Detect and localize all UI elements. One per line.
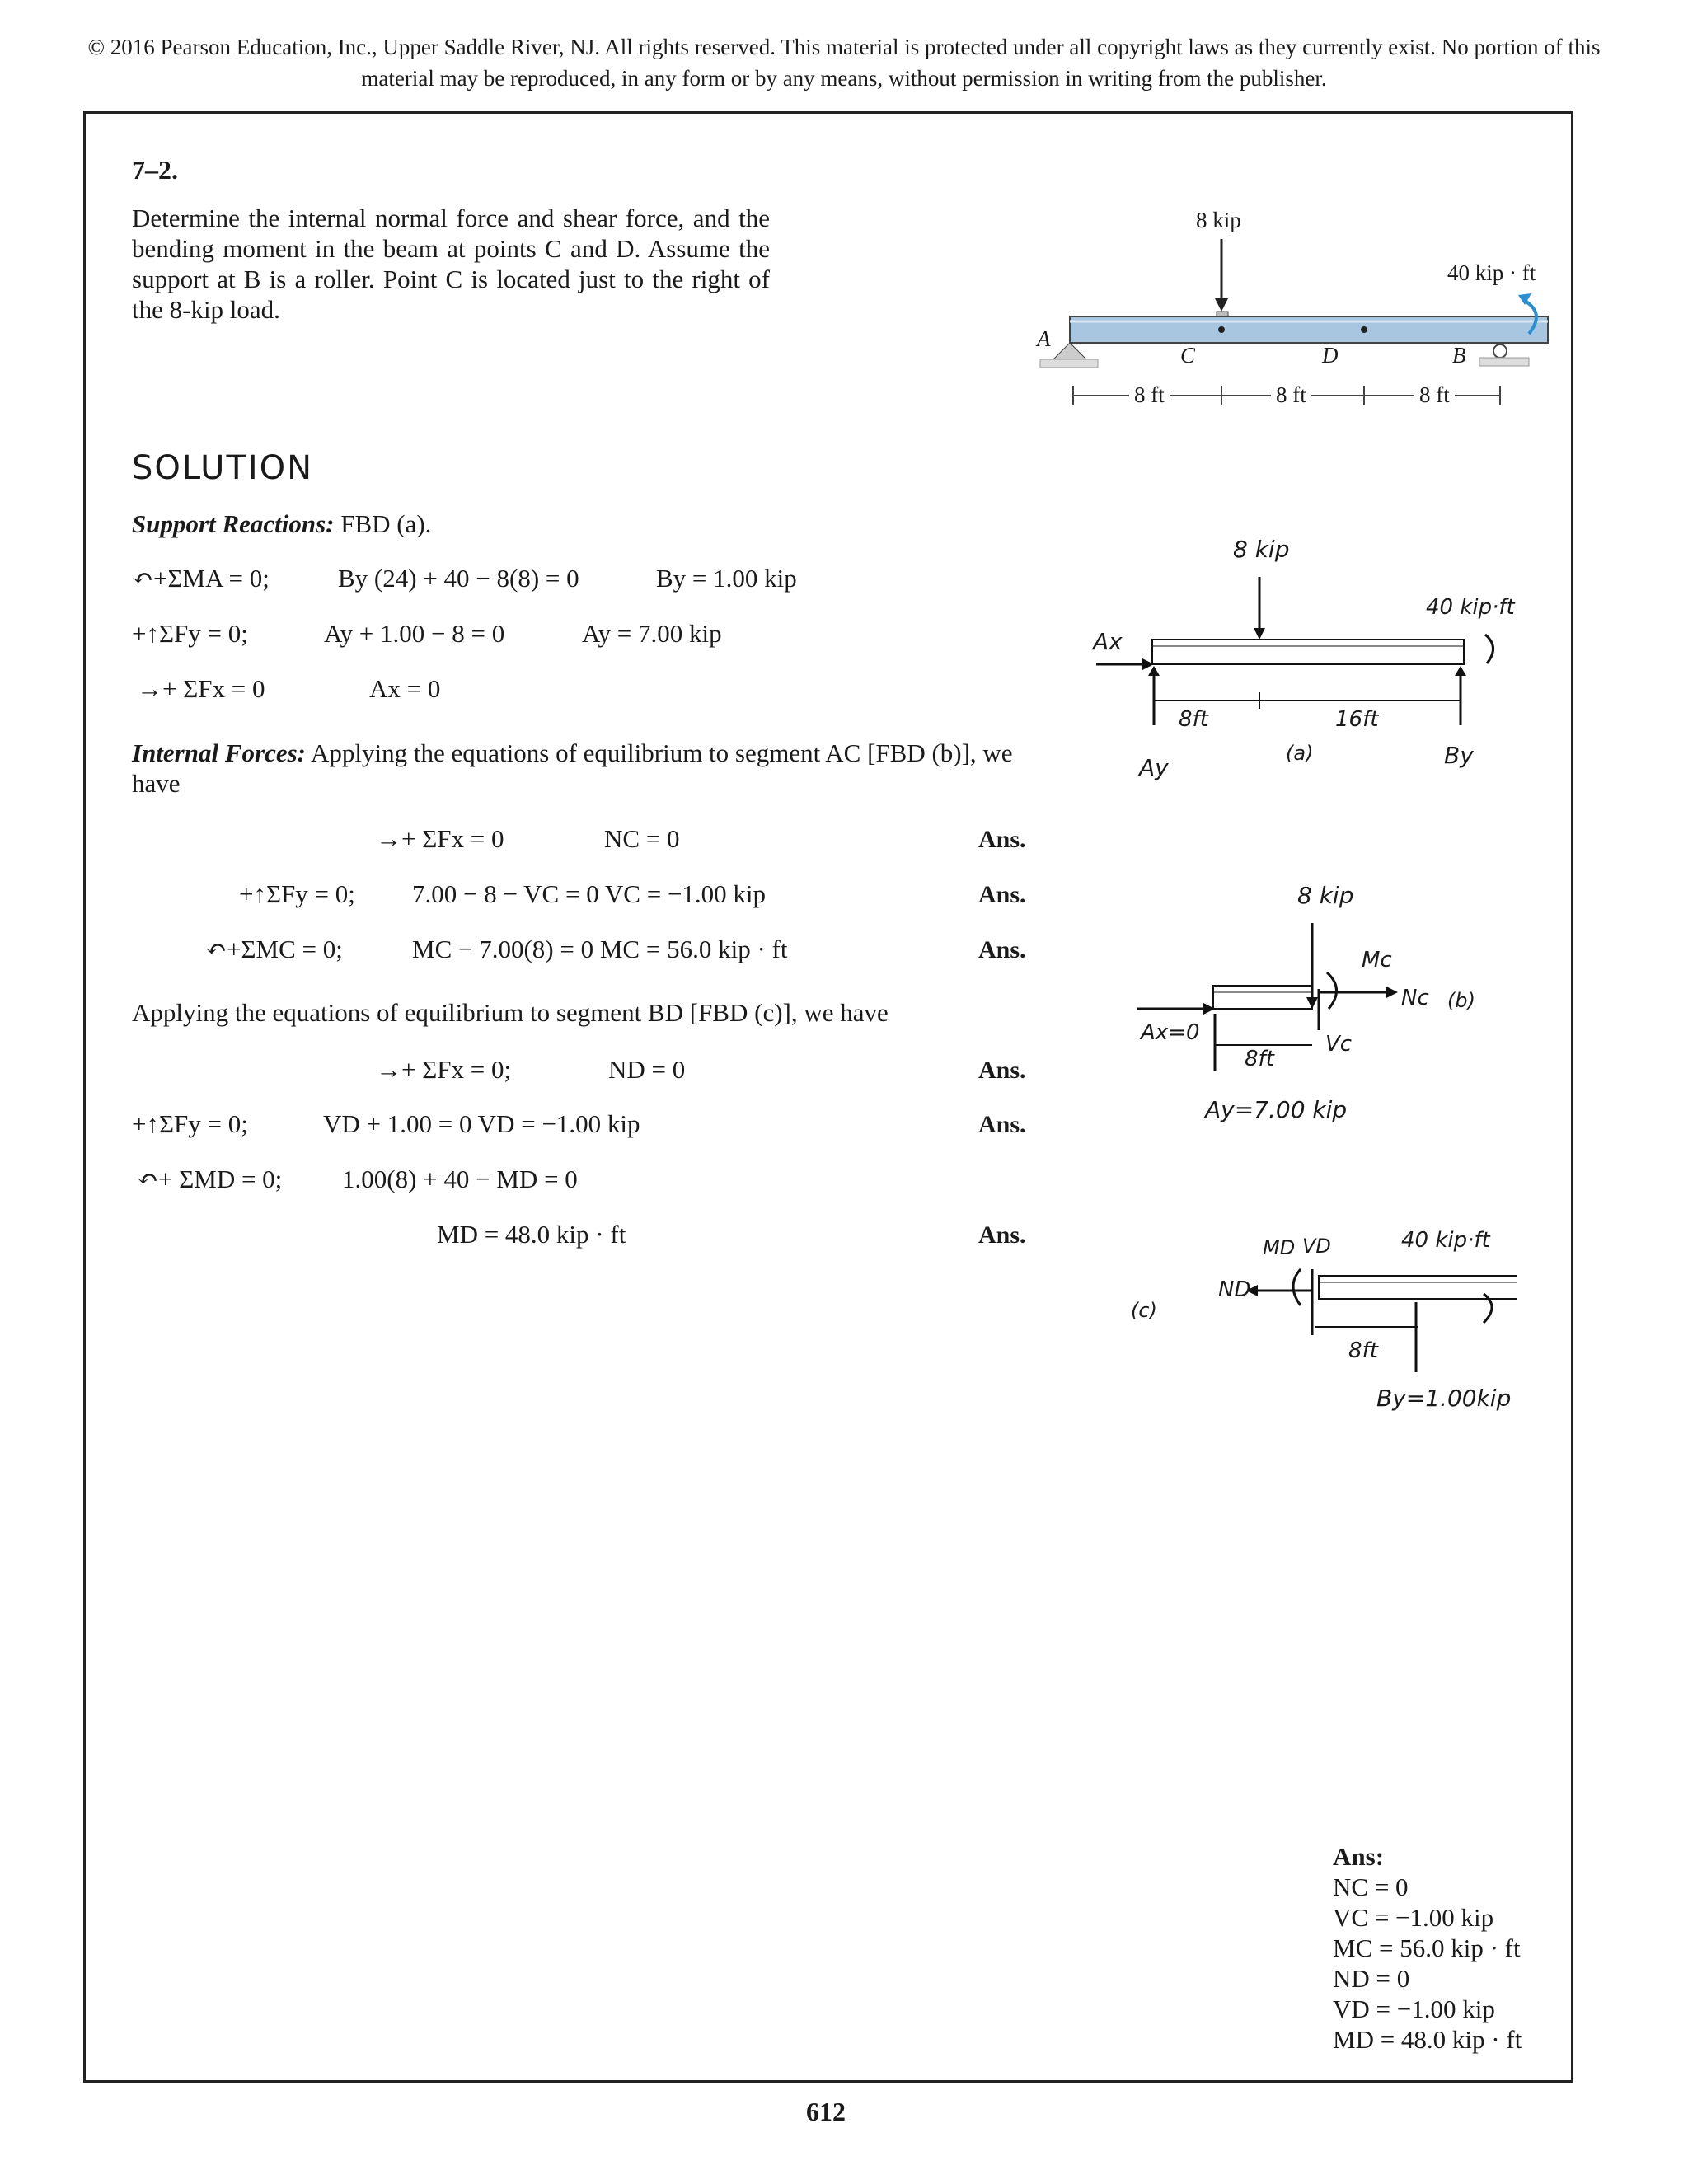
fbd-a-ay: Ay bbox=[1139, 754, 1169, 781]
support-reactions-heading: Support Reactions: FBD (a). bbox=[132, 509, 432, 538]
fig-moment-label: 40 kip · ft bbox=[1447, 260, 1536, 285]
fbd-a-dim-1: 8ft bbox=[1179, 707, 1208, 732]
answer-vc: VC = −1.00 kip bbox=[1333, 1903, 1494, 1932]
answer-title: Ans: bbox=[1333, 1842, 1385, 1871]
eq-fx-expr: Ax = 0 bbox=[369, 674, 441, 703]
fbd-c-md: MD bbox=[1263, 1236, 1296, 1259]
eq-fy-result: Ay = 7.00 kip bbox=[582, 619, 722, 648]
fbd-b-tag: (b) bbox=[1447, 989, 1475, 1012]
fbd-c-moment: 40 kip·ft bbox=[1401, 1228, 1490, 1253]
answer-mc: MC = 56.0 kip · ft bbox=[1333, 1933, 1521, 1962]
ans-label: Ans. bbox=[978, 1057, 1026, 1084]
problem-statement: Determine the internal normal force and shear force, and the bending moment in the beam at points C and D. Assume the support at B is a roller. Point C is located just to the right of the 8-kip load. bbox=[132, 204, 770, 324]
internal-forces-heading: Internal Forces: Applying the equations of equilibrium to segment AC [FBD (b)], we have bbox=[132, 738, 1013, 798]
ans-label: Ans. bbox=[978, 1111, 1026, 1138]
fbd-a-tag: (a) bbox=[1286, 742, 1314, 765]
fig-label-c: C bbox=[1180, 343, 1196, 368]
fbd-a-by: By bbox=[1444, 742, 1474, 769]
fbd-c-tag: (c) bbox=[1131, 1299, 1157, 1322]
pin-support-a bbox=[1053, 343, 1086, 359]
fbd-c-nd: ND bbox=[1218, 1277, 1251, 1302]
eq-ac-mc-cond: ↶+ΣMC = 0; bbox=[205, 935, 343, 963]
fbd-c-vd: VD bbox=[1302, 1235, 1331, 1258]
fbd-a-dim-2: 16ft bbox=[1335, 707, 1379, 732]
eq-fy-expr: Ay + 1.00 − 8 = 0 bbox=[324, 619, 505, 648]
fbd-b-ay: Ay=7.00 kip bbox=[1205, 1096, 1348, 1123]
fbd-b-mc: Mc bbox=[1362, 948, 1392, 972]
fbd-a-ax: Ax bbox=[1093, 628, 1123, 655]
point-d-marker bbox=[1361, 326, 1367, 333]
eq-bd-md-cond: ↶+ ΣMD = 0; bbox=[137, 1165, 283, 1193]
ans-label: Ans. bbox=[978, 936, 1026, 963]
fbd-b bbox=[1129, 907, 1475, 1121]
ans-label: Ans. bbox=[978, 826, 1026, 853]
eq-bd-md-result: MD = 48.0 kip · ft bbox=[437, 1220, 626, 1249]
eq-fx-cond: →+ ΣFx = 0 bbox=[137, 674, 265, 703]
eq-bd-fy-cond: +↑ΣFy = 0; bbox=[132, 1109, 248, 1138]
eq-ac-fx-expr: NC = 0 bbox=[604, 824, 680, 853]
eq-moment-a-cond: ↶+ΣMA = 0; bbox=[132, 564, 270, 593]
fig-dim-3: 8 ft bbox=[1414, 382, 1455, 408]
answer-vd: VD = −1.00 kip bbox=[1333, 1994, 1495, 2023]
eq-ac-fy-cond: +↑ΣFy = 0; bbox=[239, 879, 355, 908]
fbd-b-vc: Vc bbox=[1325, 1032, 1353, 1057]
eq-bd-fy-expr: VD + 1.00 = 0 VD = −1.00 kip bbox=[323, 1109, 640, 1138]
eq-fy-cond: +↑ΣFy = 0; bbox=[132, 619, 248, 648]
load-arrow-head bbox=[1215, 298, 1228, 312]
fbd-c-by: By=1.00kip bbox=[1376, 1385, 1512, 1412]
eq-bd-fx-cond: →+ ΣFx = 0; bbox=[376, 1055, 512, 1084]
solution-title: SOLUTION bbox=[132, 449, 314, 487]
eq-bd-md-expr: 1.00(8) + 40 − MD = 0 bbox=[342, 1165, 578, 1193]
bd-intro: Applying the equations of equilibrium to segment BD [FBD (c)], we have bbox=[132, 998, 889, 1027]
fig-label-a: A bbox=[1037, 326, 1051, 351]
ans-label: Ans. bbox=[978, 1221, 1026, 1249]
answer-nd: ND = 0 bbox=[1333, 1964, 1410, 1993]
fig-load-label: 8 kip bbox=[1196, 208, 1241, 232]
fbd-a-moment: 40 kip·ft bbox=[1426, 595, 1515, 620]
fig-label-d: D bbox=[1322, 343, 1339, 368]
fbd-b-nc: Nc bbox=[1401, 986, 1429, 1010]
fbd-b-ax: Ax=0 bbox=[1141, 1020, 1200, 1045]
eq-ac-fx-cond: →+ ΣFx = 0 bbox=[376, 824, 504, 853]
eq-ac-mc-expr: MC − 7.00(8) = 0 MC = 56.0 kip · ft bbox=[412, 935, 788, 963]
eq-moment-a-result: By = 1.00 kip bbox=[656, 564, 797, 593]
fig-dim-1: 8 ft bbox=[1129, 382, 1170, 408]
answer-nc: NC = 0 bbox=[1333, 1872, 1409, 1901]
fbd-c-dim: 8ft bbox=[1348, 1338, 1378, 1363]
eq-ac-fy-expr: 7.00 − 8 − VC = 0 VC = −1.00 kip bbox=[412, 879, 767, 908]
fbd-a-load: 8 kip bbox=[1233, 536, 1290, 563]
eq-bd-fx-expr: ND = 0 bbox=[608, 1055, 686, 1084]
fbd-b-load: 8 kip bbox=[1297, 882, 1354, 909]
point-c-marker bbox=[1218, 326, 1225, 333]
answer-summary bbox=[1333, 1841, 1522, 2055]
page-number: 612 bbox=[806, 2097, 846, 2126]
copyright-notice: © 2016 Pearson Education, Inc., Upper Saddle River, NJ. All rights reserved. This material is protected under all copyright laws as they currently exist. No portion of this material may be reproduced, in any form or by any means, without permission in writing from the publisher. bbox=[87, 35, 1601, 91]
ans-label: Ans. bbox=[978, 881, 1026, 908]
fbd-b-dim: 8ft bbox=[1245, 1047, 1274, 1071]
answer-md: MD = 48.0 kip · ft bbox=[1333, 2025, 1522, 2054]
fig-dim-2: 8 ft bbox=[1271, 382, 1311, 408]
fig-label-b: B bbox=[1452, 343, 1466, 368]
fbd-c bbox=[1203, 1236, 1517, 1401]
problem-number: 7–2. bbox=[132, 155, 178, 185]
eq-moment-a-expr: By (24) + 40 − 8(8) = 0 bbox=[338, 564, 579, 593]
roller-support-b bbox=[1493, 344, 1507, 358]
